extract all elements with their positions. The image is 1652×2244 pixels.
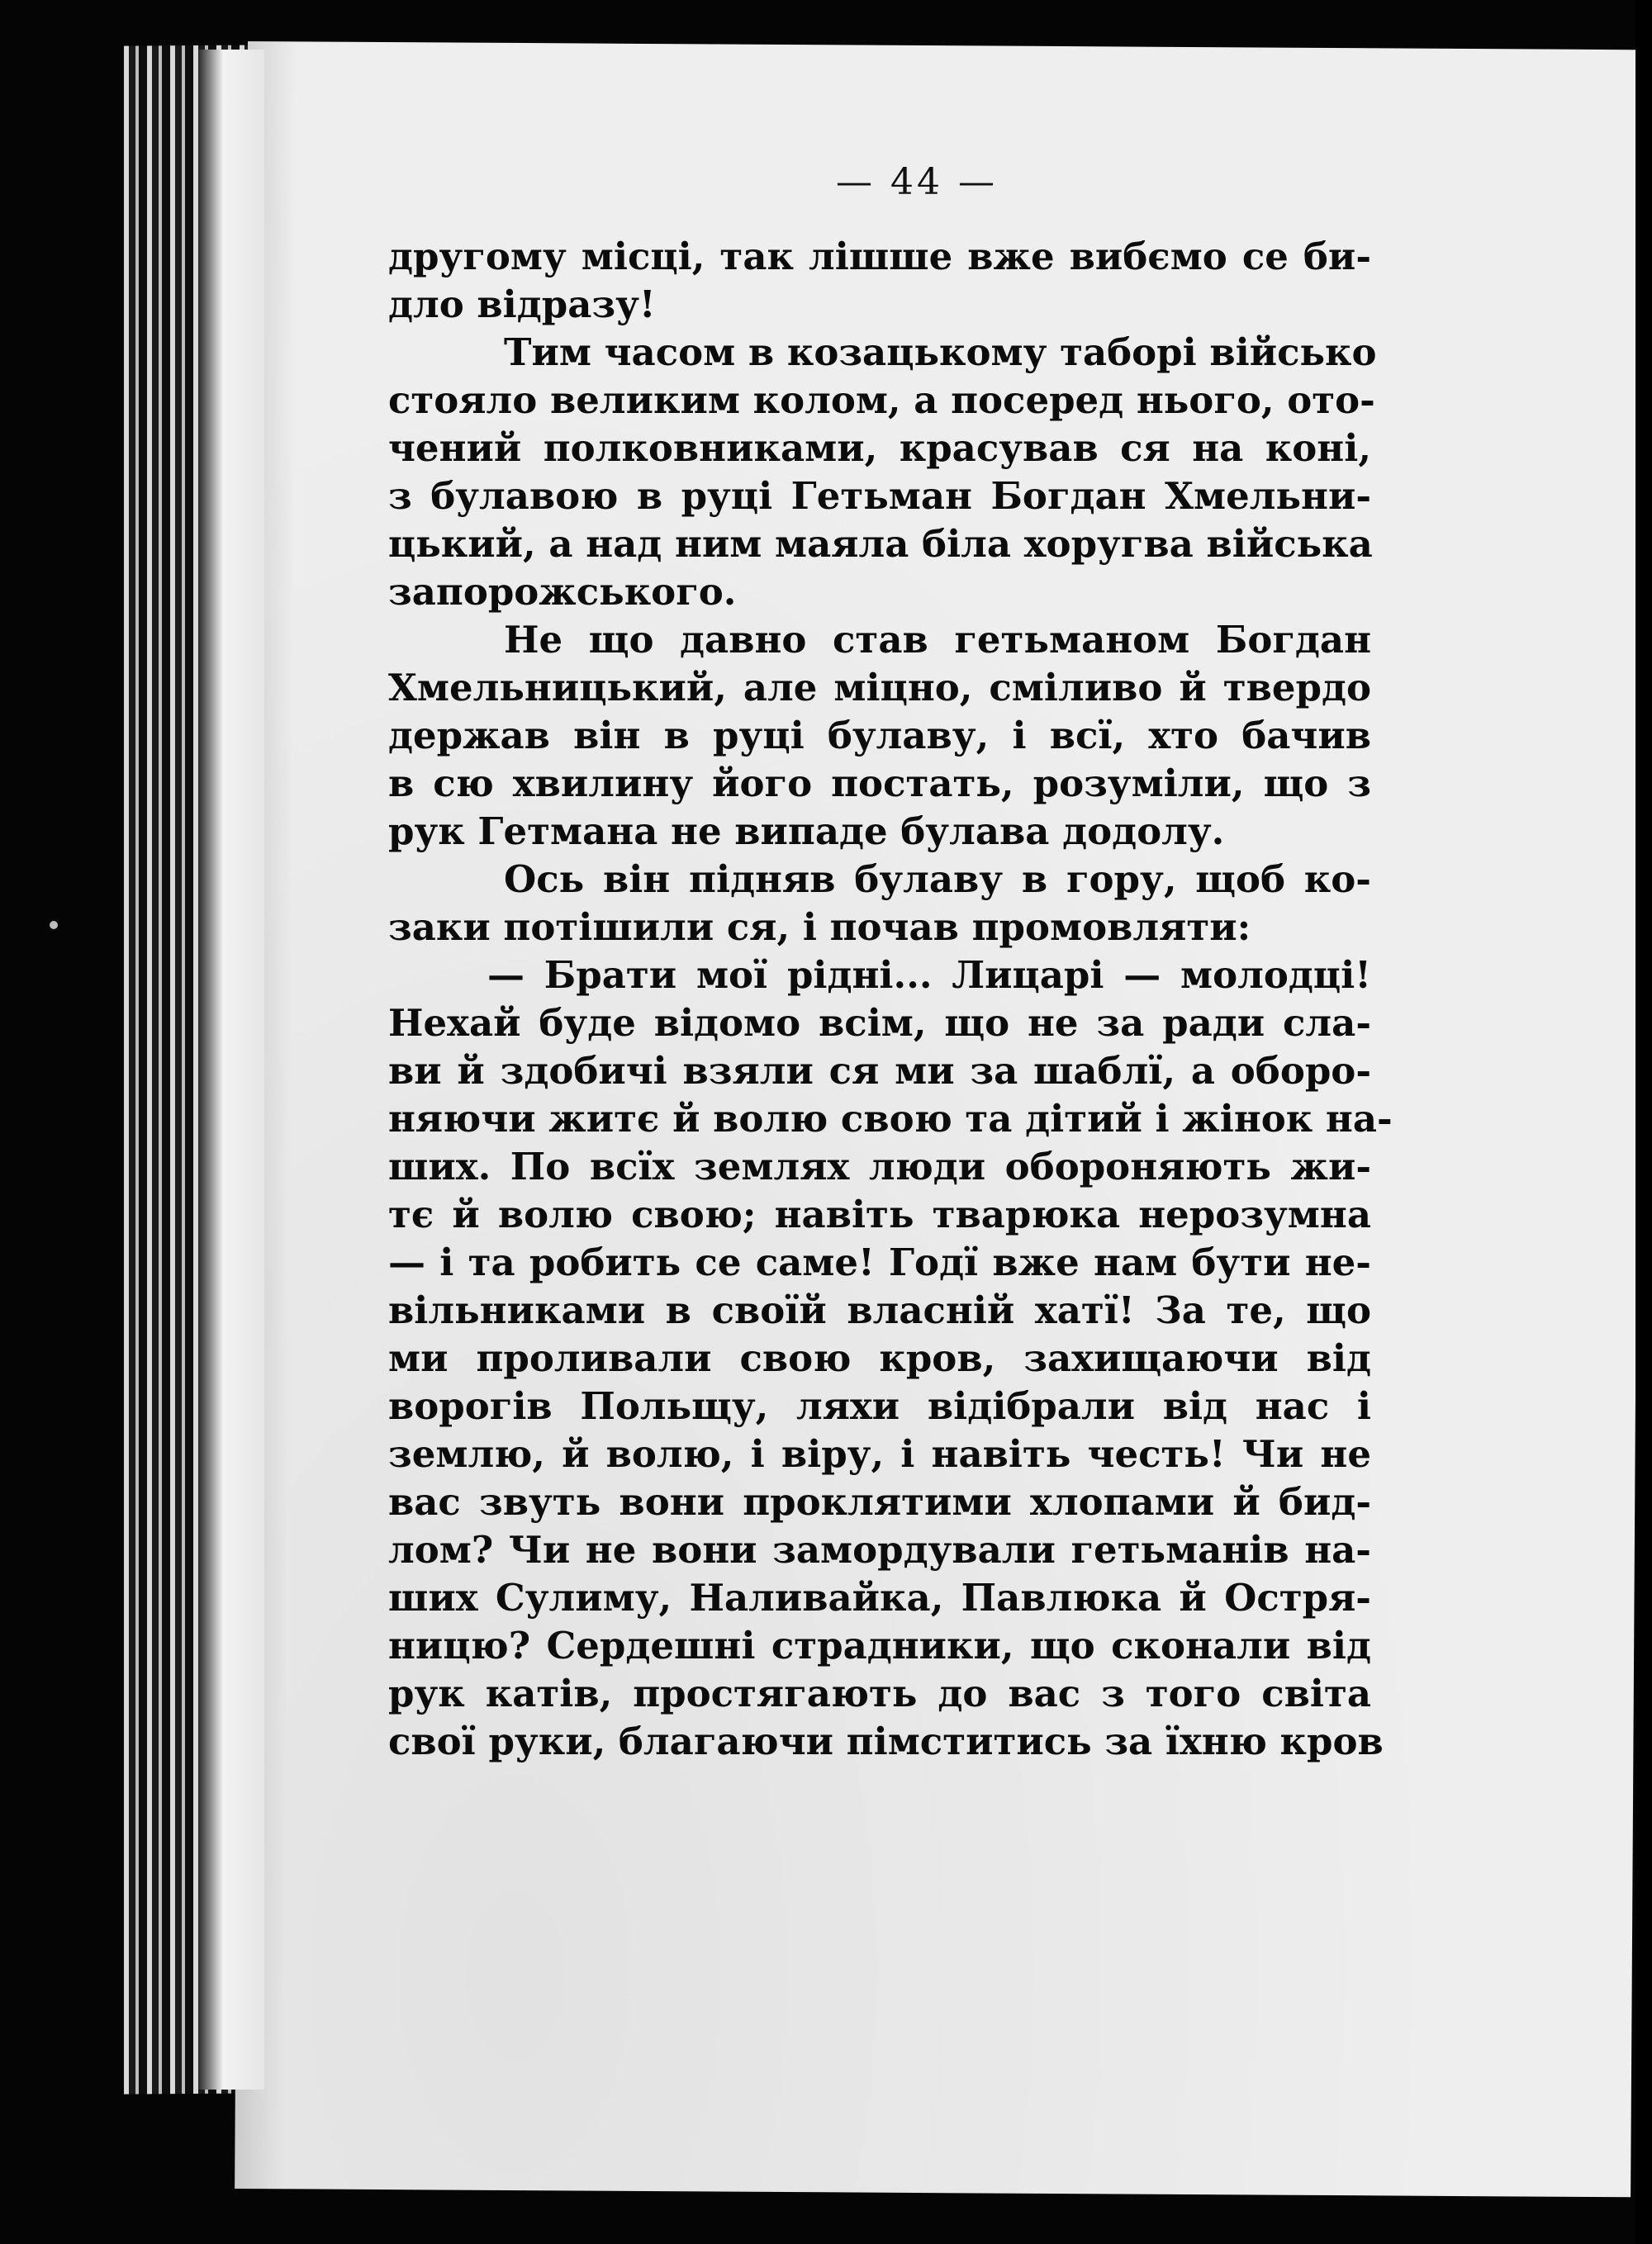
text-line: свої руки, благаючи пімститись за їхню кров	[388, 1720, 1384, 1763]
body-text	[388, 233, 1393, 1766]
text-line: з булавою в руці Гетьман Богдан Хмельни-	[388, 474, 1371, 518]
text-line: ницю? Сердешні страдники, що сконали від	[388, 1624, 1371, 1668]
text-line: ви й здобичі взяли ся ми за шаблї, а оборо-	[388, 1049, 1371, 1093]
text-line: запорожського.	[388, 570, 737, 614]
text-line: держав він в руці булаву, і всї, хто бачив	[388, 714, 1371, 757]
text-line: другому місці, так лішше вже вибємо се би-	[388, 235, 1371, 278]
text-line: Хмельницький, але міцно, сміливо й твердо	[388, 666, 1371, 709]
scan-right-edge	[1635, 0, 1652, 2244]
text-line: стояло великим колом, а посеред нього, ото-	[388, 378, 1375, 422]
text-line: дло відразу!	[388, 282, 656, 326]
page-number: — 44 —	[836, 161, 998, 203]
text-line: чений полковниками, красував ся на коні,	[388, 426, 1371, 470]
text-line: рук Гетмана не випаде булава додолу.	[388, 809, 1225, 853]
text-line: — і та робить се саме! Годї вже нам бути не-	[388, 1241, 1371, 1284]
text-line: Ось він підняв булаву в гору, щоб ко-	[504, 857, 1371, 901]
text-line: вас звуть вони проклятими хлопами й бид-	[388, 1480, 1371, 1524]
text-line: — Брати мої рідні... Лицарі — молодці!	[487, 953, 1371, 997]
text-line: рук катів, простягають до вас з того світа	[388, 1672, 1371, 1715]
text-line: тє й волю свою; навіть тварюка нерозумна	[388, 1193, 1371, 1236]
text-line: ших. По всїх землях люди обороняють жи-	[388, 1145, 1371, 1188]
text-line: в сю хвилину його постать, розуміли, що з	[388, 761, 1371, 805]
text-line: ших Сулиму, Наливайка, Павлюка й Остря-	[388, 1576, 1371, 1620]
text-line: заки потішили ся, і почав промовляти:	[388, 905, 1251, 949]
text-line: лом? Чи не вони замордували гетьманів на-	[388, 1528, 1371, 1572]
text-line: землю, й волю, і віру, і навіть честь! Чи не	[388, 1432, 1371, 1476]
text-line: ворогів Польщу, ляхи відібрали від нас і	[388, 1384, 1371, 1428]
text-line: няючи житє й волю свою та дітий і жінок на-	[388, 1097, 1393, 1141]
text-line: Не що давно став гетьманом Богдан	[504, 618, 1371, 662]
page-gutter	[198, 50, 264, 2090]
text-line: ми проливали свою кров, захищаючи від	[388, 1336, 1371, 1380]
scan-speck	[50, 921, 58, 929]
text-line: вільниками в своїй власній хатї! За те, що	[388, 1288, 1371, 1332]
text-line: цький, а над ним маяла біла хоругва війська	[388, 522, 1373, 566]
text-line: Тим часом в козацькому таборі військо	[504, 330, 1377, 374]
text-line: Нехай буде відомо всім, що не за ради сла-	[388, 1001, 1371, 1045]
